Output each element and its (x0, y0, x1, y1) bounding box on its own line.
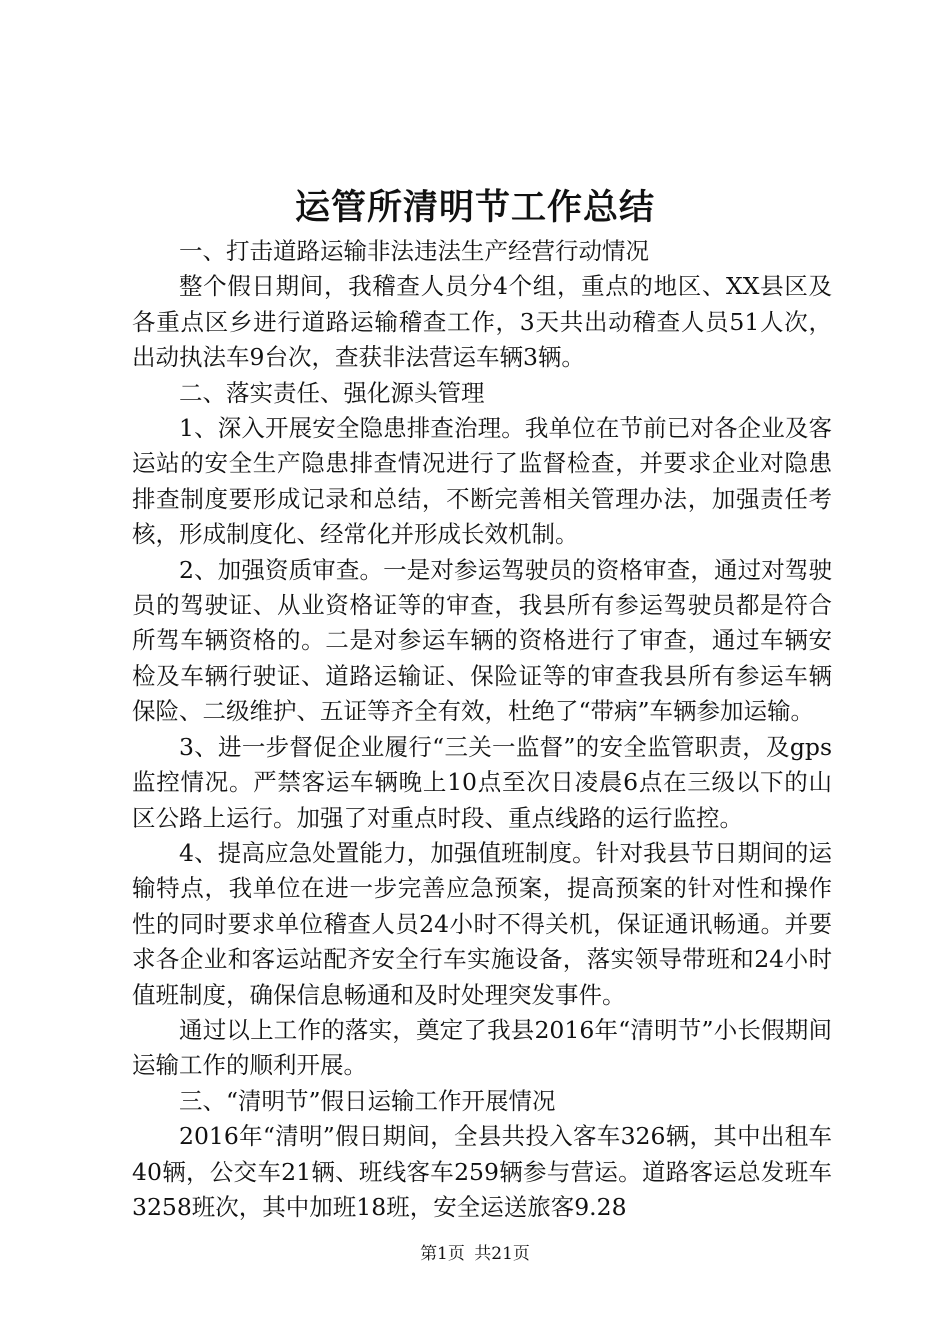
paragraph: 2、加强资质审查。一是对参运驾驶员的资格审查，通过对驾驶员的驾驶证、从业资格证等的审查，我县所有参运驾驶员都是符合所驾车辆资格的。二是对参运车辆的资格进行了审查，通过车辆安检及车辆行驶证、道路运输证、保险证等的审查我县所有参运车辆保险、二级维护、五证等齐全有效，杜绝了“带病”车辆参加运输。 (132, 555, 832, 726)
paragraph: 1、深入开展安全隐患排查治理。我单位在节前已对各企业及客运站的安全生产隐患排查情况进行了监督检查，并要求企业对隐患排查制度要形成记录和总结，不断完善相关管理办法，加强责任考核，形成制度化、经常化并形成长效机制。 (132, 414, 832, 549)
paragraph: 通过以上工作的落实，奠定了我县2016年“清明节”小长假期间运输工作的顺利开展。 (132, 1015, 832, 1080)
section-heading-3: 三、“清明节”假日运输工作开展情况 (179, 1086, 556, 1115)
document-title: 运管所清明节工作总结 (294, 187, 655, 228)
section-heading-2: 二、落实责任、强化源头管理 (179, 378, 485, 407)
page-number-footer: 第1页 共21页 (420, 1244, 530, 1264)
paragraph: 整个假日期间，我稽查人员分4个组，重点的地区、XX县区及各重点区乡进行道路运输稽查工作，3天共出动稽查人员51人次，出动执法车9台次，查获非法营运车辆3辆。 (132, 272, 832, 372)
section-heading-1: 一、打击道路运输非法违法生产经营行动情况 (179, 237, 649, 265)
paragraph: 3、进一步督促企业履行“三关一监督”的安全监管职责，及gps监控情况。严禁客运车辆晚上10点至次日凌晨6点在三级以下的山区公路上运行。加强了对重点时段、重点线路的运行监控。 (132, 732, 832, 832)
document-body (132, 234, 832, 1225)
paragraph: 4、提高应急处置能力，加强值班制度。针对我县节日期间的运输特点，我单位在进一步完善应急预案，提高预案的针对性和操作性的同时要求单位稽查人员24小时不得关机，保证通讯畅通。并要求各企业和客运站配齐安全行车实施设备，落实领导带班和24小时值班制度，确保信息畅通和及时处理突发事件。 (132, 838, 832, 1009)
paragraph: 2016年“清明”假日期间，全县共投入客车326辆，其中出租车40辆，公交车21辆、班线客车259辆参与营运。道路客运总发班车3258班次，其中加班18班，安全运送旅客9.28 (132, 1122, 832, 1221)
